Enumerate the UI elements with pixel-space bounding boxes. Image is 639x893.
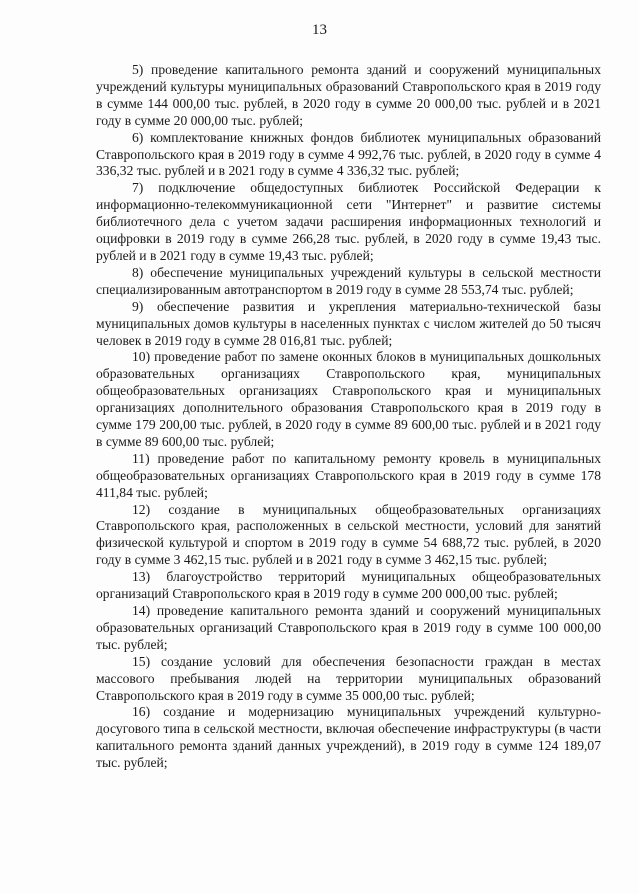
paragraph-item-12: 12) создание в муниципальных общеобразовательных организациях Ставропольского края, расположенных в сельской местности, условий для занятий физической культурой и спортом в 2019 году в сумме 54 688,72 тыс. рублей, в 2020 году в сумме 3 462,15 тыс. рублей и в 2021 году в сумме 3 462,15 тыс. рублей; [96, 501, 601, 568]
page-number: 13 [312, 22, 327, 38]
document-body [96, 62, 601, 772]
paragraph-item-14: 14) проведение капитального ремонта зданий и сооружений муниципальных образовательных организаций Ставропольского края в 2019 году в сумме 100 000,00 тыс. рублей; [96, 603, 601, 652]
paragraph-item-9: 9) обеспечение развития и укрепления материально-технической базы муниципальных домов культуры в населенных пунктах с числом жителей до 50 тысяч человек в 2019 году в сумме 28 016,81 тыс. рублей; [96, 298, 601, 348]
paragraph-item-8: 8) обеспечение муниципальных учреждений культуры в сельской местности специализированным автотранспортом в 2019 году в сумме 28 553,74 тыс. рублей; [96, 264, 601, 297]
paragraph-item-5: 5) проведение капитального ремонта зданий и сооружений муниципальных учреждений культуры муниципальных образований Ставропольского края в 2019 году в сумме 144 000,00 тыс. рублей, в 2020 году в сумме 20 000,00 тыс. рублей и в 2021 году в сумме 20 000,00 тыс. рублей; [96, 62, 601, 128]
paragraph-item-6: 6) комплектование книжных фондов библиотек муниципальных образований Ставропольского края в 2019 году в сумме 4 992,76 тыс. рублей, в 2020 году в сумме 4 336,32 тыс. рублей и в 2021 году в сумме 4 336,32 тыс. рублей; [96, 129, 601, 179]
paragraph-item-11: 11) проведение работ по капитальному ремонту кровель в муниципальных общеобразовательных организациях Ставропольского края в 2019 году в сумме 178 411,84 тыс. рублей; [96, 450, 601, 500]
paragraph-item-7: 7) подключение общедоступных библиотек Российской Федерации к информационно-телекоммуникационной сети "Интернет" и развитие системы библиотечного дела с учетом задачи расширения информационных технологий и оцифровки в 2019 году в сумме 266,28 тыс. рублей, в 2020 году в сумме 19,43 тыс. рублей и в 2021 году в сумме 19,43 тыс. рублей; [96, 180, 601, 263]
paragraph-item-13: 13) благоустройство территорий муниципальных общеобразовательных организаций Ставропольского края в 2019 году в сумме 200 000,00 тыс. рублей; [96, 569, 601, 602]
paragraph-item-16: 16) создание и модернизацию муниципальных учреждений культурно-досугового типа в сельской местности, включая обеспечение инфраструктуры (в части капитального ремонта зданий данных учреждений), в 2019 году в сумме 124 189,07 тыс. рублей; [96, 704, 601, 771]
paragraph-item-10: 10) проведение работ по замене оконных блоков в муниципальных дошкольных образовательных организациях Ставропольского края, муниципальных общеобразовательных организациях Ставропольского края и муниципальных организациях дополнительного образования Ставропольского края в 2019 году в сумме 179 200,00 тыс. рублей, в 2020 году в сумме 89 600,00 тыс. рублей и в 2021 году в сумме 89 600,00 тыс. рублей; [96, 349, 601, 449]
paragraph-item-15: 15) создание условий для обеспечения безопасности граждан в местах массового пребывания людей на территории муниципальных образований Ставропольского края в 2019 году в сумме 35 000,00 тыс. рублей; [96, 653, 601, 703]
